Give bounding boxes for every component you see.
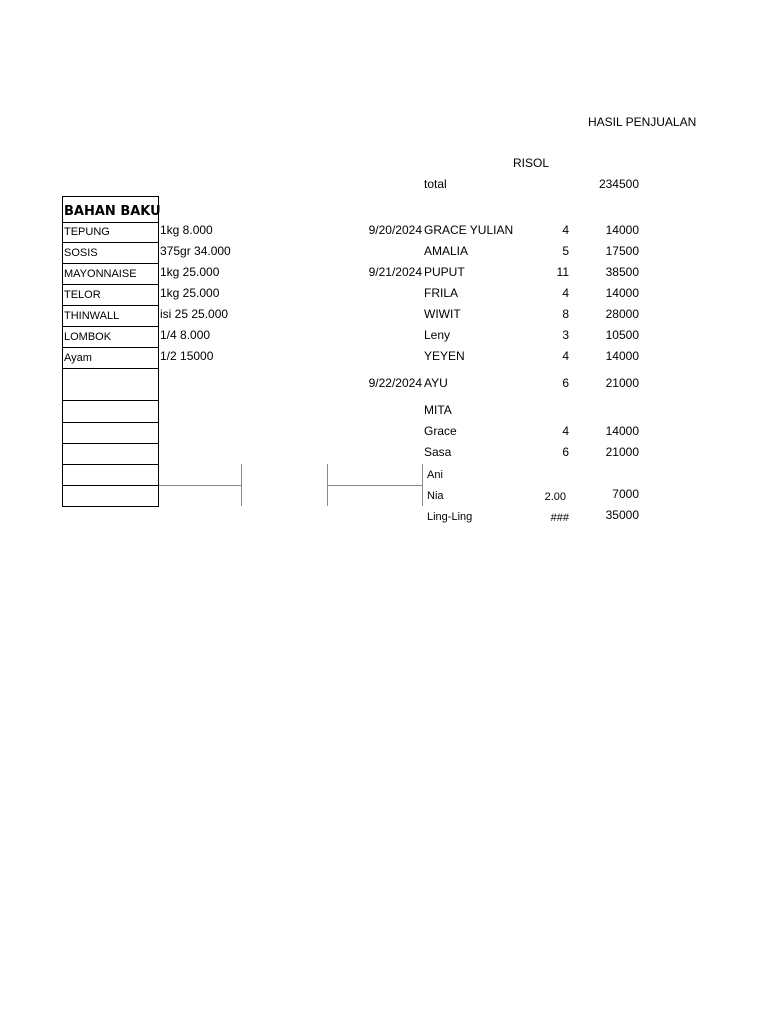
ingredient-detail: 1/4 8.000 bbox=[160, 328, 211, 342]
sale-amount: 38500 bbox=[605, 265, 639, 279]
sale-qty: 8 bbox=[562, 307, 569, 321]
product-label: RISOL bbox=[513, 156, 550, 170]
sale-date: 9/21/2024 bbox=[368, 265, 422, 279]
row-divider bbox=[62, 422, 159, 423]
ingredient-name: TEPUNG bbox=[64, 226, 110, 238]
ingredient-name: LOMBOK bbox=[64, 331, 112, 343]
customer-name: Nia bbox=[427, 490, 444, 502]
ingredient-name: MAYONNAISE bbox=[64, 268, 137, 280]
sale-qty: 4 bbox=[562, 223, 569, 237]
customer-name: PUPUT bbox=[424, 265, 465, 279]
customer-name: AMALIA bbox=[424, 244, 469, 258]
customer-name: FRILA bbox=[424, 286, 459, 300]
customer-name: AYU bbox=[424, 376, 448, 390]
ingredient-detail: isi 25 25.000 bbox=[160, 307, 229, 321]
grid-line bbox=[241, 464, 242, 506]
sale-qty: 6 bbox=[562, 445, 569, 459]
customer-name: WIWIT bbox=[424, 307, 461, 321]
sale-amount: 14000 bbox=[605, 286, 639, 300]
sale-date: 9/20/2024 bbox=[368, 223, 422, 237]
ingredient-name: Ayam bbox=[64, 352, 92, 364]
sale-date: 9/22/2024 bbox=[368, 376, 422, 390]
row-divider bbox=[62, 464, 159, 465]
sale-qty: 11 bbox=[556, 265, 569, 279]
ingredient-detail: 1kg 25.000 bbox=[160, 286, 220, 300]
row-divider bbox=[62, 400, 159, 401]
row-divider bbox=[62, 305, 159, 306]
row-divider bbox=[62, 242, 159, 243]
row-divider bbox=[62, 485, 159, 486]
sale-amount: 17500 bbox=[605, 244, 639, 258]
sale-amount: 28000 bbox=[605, 307, 639, 321]
sale-qty: 4 bbox=[562, 424, 569, 438]
sheet-title: HASIL PENJUALAN bbox=[588, 115, 697, 129]
customer-name: Ani bbox=[427, 469, 443, 481]
customer-name: Leny bbox=[424, 328, 451, 342]
ingredient-detail: 1/2 15000 bbox=[160, 349, 214, 363]
sale-amount: 21000 bbox=[605, 376, 639, 390]
customer-name: MITA bbox=[424, 403, 452, 417]
ingredient-detail: 1kg 8.000 bbox=[160, 223, 213, 237]
sale-amount: 35000 bbox=[605, 508, 639, 522]
row-divider bbox=[62, 443, 159, 444]
ingredient-detail: 375gr 34.000 bbox=[160, 244, 231, 258]
customer-name: Ling-Ling bbox=[427, 511, 473, 523]
sale-amount: 14000 bbox=[605, 223, 639, 237]
sale-amount: 14000 bbox=[605, 349, 639, 363]
row-divider bbox=[62, 326, 159, 327]
ingredient-name: SOSIS bbox=[64, 247, 98, 259]
bahan-baku-title: BAHAN BAKU bbox=[64, 204, 161, 219]
sale-amount: 7000 bbox=[612, 487, 639, 501]
sale-qty: 6 bbox=[562, 376, 569, 390]
sale-amount: 10500 bbox=[605, 328, 639, 342]
row-divider bbox=[62, 263, 159, 264]
row-divider bbox=[62, 222, 159, 223]
ingredient-name: THINWALL bbox=[64, 310, 120, 322]
grid-line bbox=[422, 464, 423, 506]
customer-name: YEYEN bbox=[424, 349, 465, 363]
ingredient-name: TELOR bbox=[64, 289, 101, 301]
sale-qty: 2.00 bbox=[544, 491, 566, 503]
sale-qty: ### bbox=[550, 512, 569, 524]
customer-name: GRACE YULIAN bbox=[424, 223, 514, 237]
total-value: 234500 bbox=[598, 177, 639, 191]
ingredient-detail: 1kg 25.000 bbox=[160, 265, 220, 279]
sale-qty: 4 bbox=[562, 286, 569, 300]
sale-amount: 21000 bbox=[605, 445, 639, 459]
total-label: total bbox=[424, 177, 447, 191]
customer-name: Grace bbox=[424, 424, 457, 438]
customer-name: Sasa bbox=[424, 445, 452, 459]
sale-qty: 4 bbox=[562, 349, 569, 363]
sale-amount: 14000 bbox=[605, 424, 639, 438]
row-divider bbox=[62, 347, 159, 348]
sale-qty: 3 bbox=[562, 328, 569, 342]
grid-line bbox=[327, 485, 422, 486]
sale-qty: 5 bbox=[562, 244, 569, 258]
row-divider bbox=[62, 284, 159, 285]
grid-line bbox=[159, 485, 241, 486]
row-divider bbox=[62, 368, 159, 369]
